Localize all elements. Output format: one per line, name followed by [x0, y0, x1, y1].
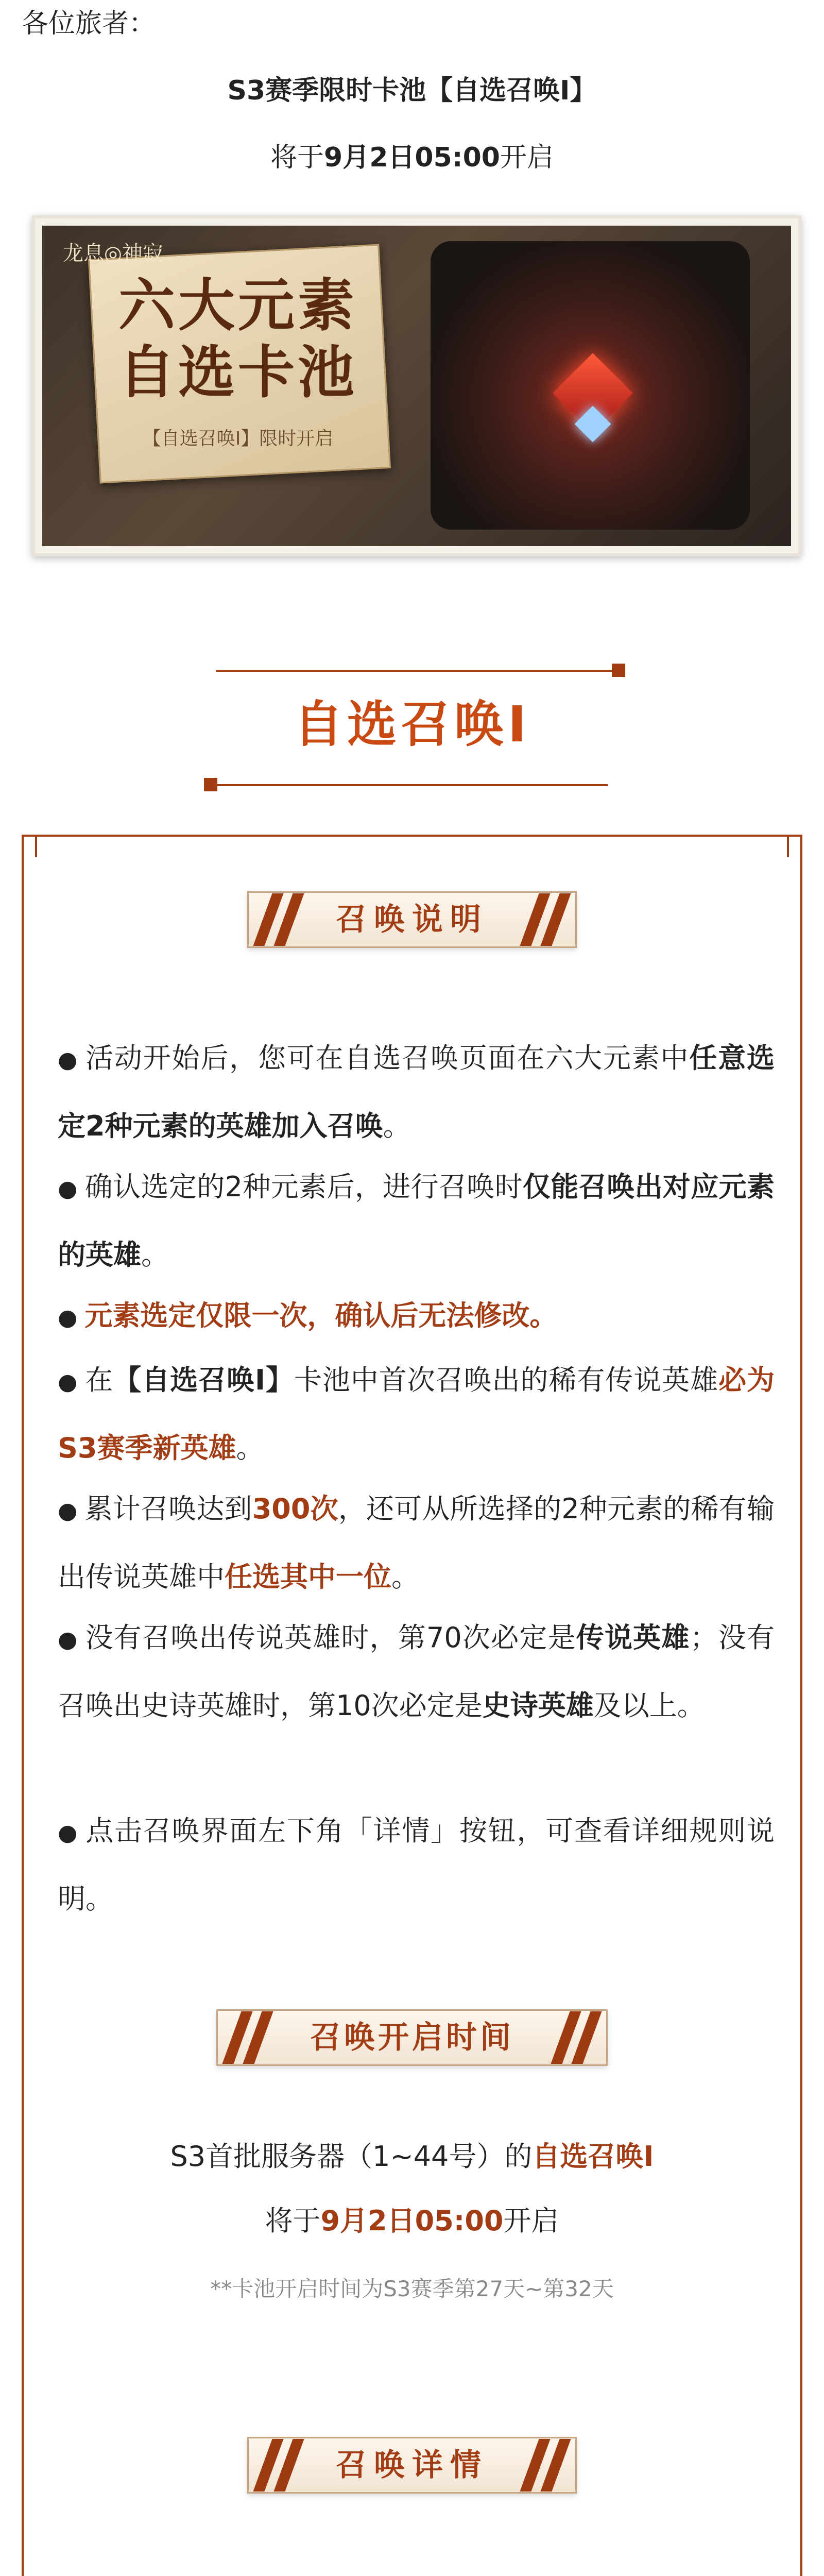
- banner-title-line1: 六大元素: [118, 273, 357, 338]
- time-line-2: 将于9月2日05:00开启: [265, 2205, 559, 2237]
- section-title: 自选召唤Ⅰ: [294, 696, 530, 753]
- intro-item-1: ● 活动开始后，您可在自选召唤页面在六大元素中任意选定2种元素的英雄加入召唤。: [58, 1042, 775, 1142]
- banner-logo: 龙息◎神寂: [63, 242, 163, 265]
- banner-title-line2: 自选卡池: [118, 340, 357, 405]
- intro-item-7: ● 点击召唤界面左下角「详情」按钮，可查看详细规则说明。: [58, 1815, 775, 1915]
- intro-item-3: ● 元素选定仅限一次，确认后无法修改。: [58, 1299, 558, 1332]
- intro-item-5: ● 累计召唤达到300次，还可从所选择的2种元素的稀有输出传说英雄中任选其中一位。: [58, 1493, 775, 1593]
- banner-subtitle: 【自选召唤Ⅰ】限时开启: [142, 428, 334, 449]
- greeting: 各位旅者：: [22, 8, 156, 39]
- badge-summon-detail: 召唤详情: [232, 2432, 592, 2499]
- title-deco-top-line: [216, 670, 618, 672]
- badge-summon-time: 召唤开启时间: [201, 2004, 623, 2071]
- title-deco-bottom-line: [206, 784, 608, 786]
- intro-item-4: ● 在【自选召唤Ⅰ】卡池中首次召唤出的稀有传说英雄必为S3赛季新英雄。: [58, 1364, 775, 1464]
- time-note: **卡池开启时间为S3赛季第27天~第32天: [210, 2276, 614, 2301]
- open-time: 将于9月2日05:00开启: [270, 142, 554, 173]
- banner-image: [32, 215, 801, 556]
- banner-hero-figure: [431, 241, 750, 530]
- headline: S3赛季限时卡池【自选召唤Ⅰ】: [227, 75, 597, 106]
- title-deco-square: [204, 778, 217, 791]
- time-line-1: S3首批服务器（1~44号）的自选召唤Ⅰ: [170, 2140, 654, 2173]
- badge-summon-intro: 召唤说明: [232, 886, 592, 953]
- title-deco-square: [612, 664, 625, 677]
- intro-item-2: ● 确认选定的2种元素后，进行召唤时仅能召唤出对应元素的英雄。: [58, 1171, 775, 1271]
- intro-item-6: ● 没有召唤出传说英雄时，第70次必定是传说英雄；没有召唤出史诗英雄时，第10次必定是史诗英雄及以上。: [58, 1621, 775, 1722]
